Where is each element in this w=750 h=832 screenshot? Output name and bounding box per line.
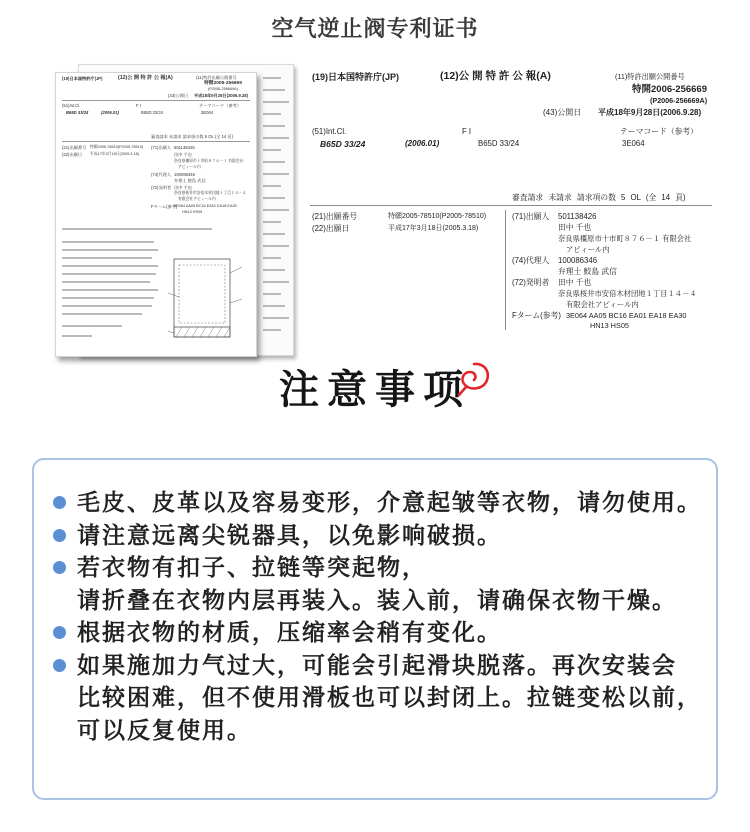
fterm-label: Fターム(参考) — [512, 311, 561, 320]
note-text: 请注意远离尖锐器具，以免影响破损。 — [77, 521, 502, 548]
text-line-placeholder — [263, 101, 289, 103]
fterm-label: Fターム(参考) — [151, 204, 178, 209]
text-line-placeholder — [263, 149, 281, 151]
note-text: 若衣物有扣子、拉链等突起物， — [77, 554, 427, 580]
swirl-decoration-icon — [452, 358, 494, 400]
note-text: 请折叠在衣物内层再装入。装入前，请确保衣物干燥。 — [77, 586, 677, 613]
bullet-dot-icon — [53, 529, 66, 542]
applicant-address: 奈良県橿原市十市町８７６－１ 有限会社 — [174, 159, 244, 163]
theme-code: 3E064 — [201, 110, 214, 115]
fterm-codes: 3E064 AA05 BC16 EA01 EA18 EA30 — [174, 204, 237, 208]
note-text: 比较困难，但不使用滑板也可以封闭上。拉链变松以前， — [77, 684, 702, 710]
publication-kind: (12)公 開 特 許 公 報(A) — [118, 75, 173, 81]
text-line-placeholder — [263, 257, 281, 259]
text-line-placeholder — [263, 293, 281, 295]
notes-heading: 注意事项 — [279, 368, 471, 412]
inventor-address-2: 有限会社アピィール内 — [178, 197, 216, 201]
text-line-placeholder — [62, 297, 154, 299]
applicant-name: 田中 千也 — [174, 152, 192, 157]
text-line-placeholder — [62, 313, 142, 315]
pub-no-label: (11)特許出願公開番号 — [196, 75, 237, 80]
agent-id: 100086346 — [174, 172, 195, 177]
inventor-label: (72)発明者 — [151, 185, 172, 190]
text-line-placeholder — [263, 197, 285, 199]
exam-status: 審査請求 未請求 請求項の数 5 OL (全 14 頁) — [151, 134, 233, 139]
note-item — [53, 649, 693, 682]
text-line-placeholder — [62, 241, 154, 243]
text-line-placeholder — [62, 249, 158, 251]
text-line-placeholder — [62, 265, 158, 267]
text-line-placeholder — [62, 335, 92, 337]
column-divider — [505, 210, 506, 330]
office-label: (19)日本国特許庁(JP) — [312, 72, 400, 82]
page-title: 空气逆止阀专利证书 — [271, 16, 479, 41]
app-no-label: (21)出願番号 — [62, 145, 87, 150]
theme-code: 3E064 — [622, 139, 645, 148]
divider — [62, 141, 250, 142]
office-label: (19)日本国特許庁(JP) — [62, 76, 103, 81]
text-line-placeholder — [62, 289, 158, 291]
applicant-address-2: アピィール内 — [178, 165, 201, 169]
text-line-placeholder — [263, 221, 281, 223]
inventor-name: 田中 千也 — [558, 278, 592, 287]
exam-status: 審査請求 未請求 請求項の数 5 OL (全 14 頁) — [512, 193, 686, 202]
app-date: 平成17年3月18日(2005.3.18) — [388, 225, 479, 232]
inventor-label: (72)発明者 — [512, 278, 550, 287]
note-text: 可以反复使用。 — [77, 716, 252, 743]
note-item — [53, 486, 702, 519]
text-line-placeholder — [263, 281, 289, 283]
pub-date-label: (43)公開日 — [168, 93, 189, 98]
bullet-dot-icon — [53, 626, 66, 639]
note-item — [53, 519, 693, 552]
agent-name: 弁理士 鮫島 武信 — [558, 267, 617, 276]
fterm-codes: 3E064 AA05 BC16 EA01 EA18 EA30 — [566, 311, 687, 320]
publication-kind: (12)公 開 特 許 公 報(A) — [440, 70, 551, 82]
theme-label: テーマコード（参考） — [620, 127, 698, 136]
bullet-dot-icon — [53, 496, 66, 509]
text-line-placeholder — [263, 173, 289, 175]
text-line-placeholder — [263, 329, 281, 331]
notes-box — [32, 458, 718, 800]
note-item — [53, 616, 693, 649]
text-line-placeholder — [263, 77, 281, 79]
app-date: 平成17年3月18日(2005.3.18) — [90, 152, 139, 156]
fi-label: F I — [462, 127, 472, 136]
fi-label: F I — [136, 103, 141, 108]
pub-no: 特開2006-256669 — [632, 84, 707, 95]
text-line-placeholder — [62, 273, 156, 275]
pub-date: 平成18年9月28日(2006.9.28) — [598, 108, 702, 117]
notes-list — [53, 486, 702, 746]
text-line-placeholder — [263, 161, 285, 163]
intcl-code: B65D 33/24 — [320, 139, 366, 149]
text-line-placeholder — [263, 137, 289, 139]
inventor-address: 奈良県桜井市安倍木材団地１丁目１４－４ — [174, 191, 247, 195]
note-text: 如果施加力气过大，可能会引起滑块脱落。再次安装会 — [77, 651, 677, 678]
patent-document-thumbnail — [55, 72, 257, 357]
note-item-continuation — [53, 584, 693, 617]
applicant-address: 奈良県橿原市十市町８７６－１ 有限会社 — [558, 234, 692, 243]
applicant-label: (71)出願人 — [151, 145, 172, 150]
text-line-placeholder — [62, 305, 152, 307]
app-no-label: (21)出願番号 — [312, 212, 358, 221]
bullet-dot-icon — [53, 659, 66, 672]
app-date-label: (22)出願日 — [312, 224, 350, 233]
text-line-placeholder — [263, 269, 285, 271]
pub-no: 特開2006-256669 — [204, 81, 242, 86]
note-item-continuation — [53, 714, 693, 747]
text-line-placeholder — [263, 125, 285, 127]
text-line-placeholder — [263, 245, 289, 247]
applicant-name: 田中 千也 — [558, 223, 592, 232]
text-line-placeholder — [263, 185, 281, 187]
divider — [62, 100, 250, 101]
fterm-codes-2: HN13 HS05 — [590, 321, 629, 330]
intcl-version: (2006.01) — [101, 110, 119, 115]
divider — [310, 205, 712, 206]
note-item-continuation — [53, 681, 702, 714]
inventor-name: 田中 千也 — [174, 185, 192, 190]
fi-code: B65D 33/24 — [478, 139, 520, 148]
note-item — [53, 551, 693, 584]
app-no: 特願2005-78510(P2005-78510) — [90, 145, 144, 149]
applicant-label: (71)出願人 — [512, 212, 550, 221]
bullet-dot-icon — [53, 561, 66, 574]
app-no: 特願2005-78510(P2005-78510) — [388, 213, 487, 220]
pub-date-label: (43)公開日 — [543, 108, 582, 117]
text-line-placeholder — [263, 113, 281, 115]
patent-figure-drawing — [164, 253, 246, 349]
agent-id: 100086346 — [558, 256, 598, 265]
inventor-address-2: 有限会社アピィール内 — [566, 300, 639, 309]
app-date-label: (22)出願日 — [62, 152, 83, 157]
text-line-placeholder — [263, 89, 285, 91]
applicant-id: 501138426 — [174, 145, 195, 150]
agent-label: (74)代理人 — [512, 256, 550, 265]
pub-no-alt: (P2006-256669A) — [650, 96, 708, 105]
text-line-placeholder — [263, 305, 285, 307]
patent-document — [300, 66, 725, 332]
note-text: 毛皮、皮革以及容易变形，介意起皱等衣物，请勿使用。 — [77, 489, 702, 515]
fi-code: B65D 33/24 — [141, 110, 164, 115]
applicant-address-2: アピィール内 — [566, 245, 610, 254]
text-line-placeholder — [62, 228, 212, 230]
intcl-version: (2006.01) — [405, 139, 440, 148]
intcl-label: (51)Int.Cl. — [62, 103, 81, 108]
text-line-placeholder — [62, 325, 122, 327]
text-line-placeholder — [62, 281, 150, 283]
fterm-codes-2: HN13 HS05 — [182, 210, 203, 214]
text-line-placeholder — [263, 233, 285, 235]
inventor-address: 奈良県桜井市安倍木材団地１丁目１４－４ — [558, 289, 697, 298]
intcl-label: (51)Int.Cl. — [312, 127, 347, 136]
theme-label: テーマコード（参考） — [199, 103, 241, 108]
note-text: 根据衣物的材质，压缩率会稍有变化。 — [77, 619, 502, 645]
text-line-placeholder — [263, 209, 289, 211]
intcl-code: B65D 33/24 — [66, 110, 89, 115]
text-line-placeholder — [62, 257, 152, 259]
text-line-placeholder — [263, 317, 289, 319]
pub-no-label: (11)特許出願公開番号 — [615, 72, 685, 81]
pub-no-alt: (P2006-256669A) — [208, 87, 238, 91]
agent-label: (74)代理人 — [151, 172, 172, 177]
agent-name: 弁理士 鮫島 武信 — [174, 178, 206, 183]
applicant-id: 501138426 — [558, 212, 597, 221]
pub-date: 平成18年9月28日(2006.9.28) — [194, 93, 249, 98]
